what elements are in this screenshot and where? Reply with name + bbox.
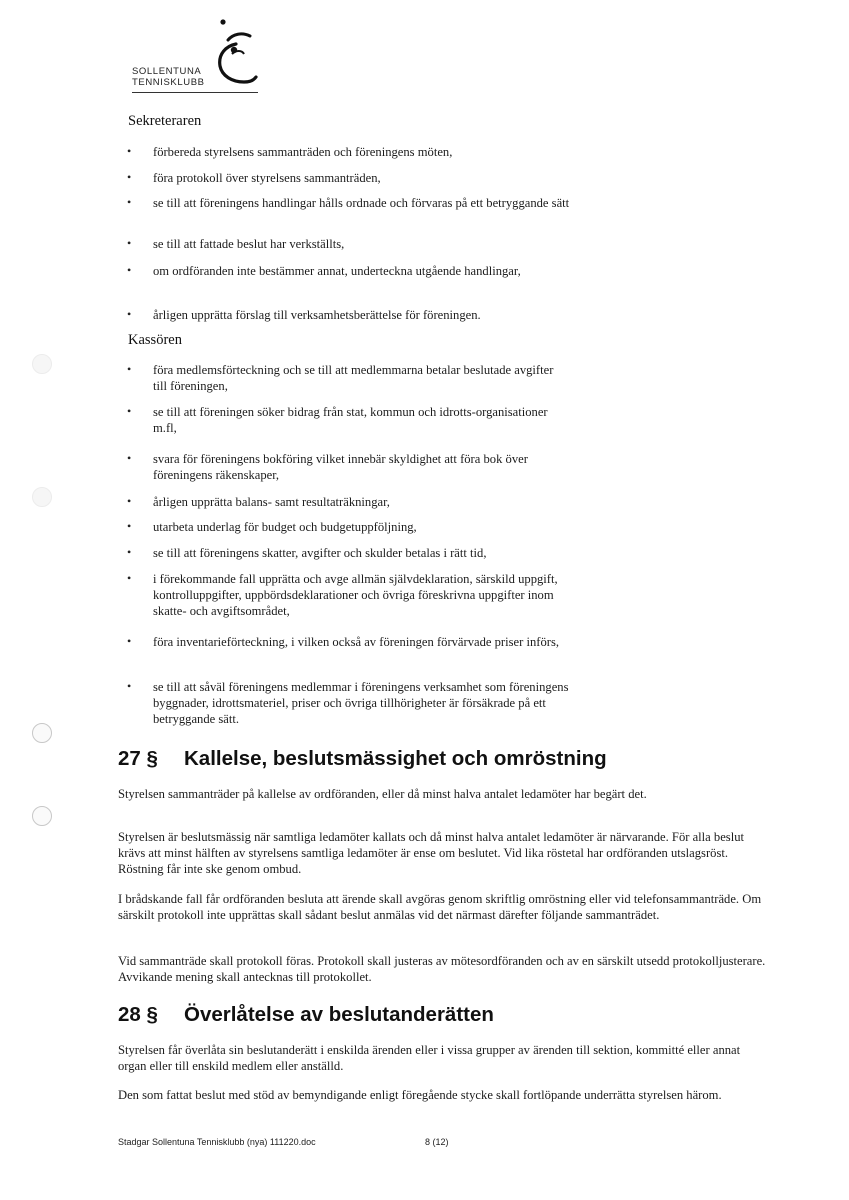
paragraph: Styrelsen får överlåta sin beslutanderätt i enskilda ärenden eller i vissa grupper av ärenden till sektion, kommitté eller annat organ eller till enskild medlem eller anställd.: [118, 1043, 741, 1073]
club-logo: [132, 10, 262, 96]
bullet: •: [127, 545, 132, 559]
section-title: Kallelse, beslutsmässighet och omröstning: [184, 747, 607, 770]
punch-hole: [32, 723, 52, 743]
bullet: •: [127, 144, 132, 158]
treasurer-item: svara för föreningens bokföring vilket innebär skyldighet att föra bok över föreningens räkenskaper,: [153, 452, 528, 482]
treasurer-item: föra inventarieförteckning, i vilken också av föreningen förvärvade priser införs,: [153, 635, 559, 649]
paragraph: Styrelsen sammanträder på kallelse av ordföranden, eller då minst halva antalet ledamöter har begärt det.: [118, 787, 647, 801]
treasurer-heading: Kassören: [128, 332, 182, 348]
bullet: •: [127, 195, 132, 209]
footer-page-number: 8 (12): [425, 1137, 449, 1147]
bullet: •: [127, 571, 132, 585]
logo-underline: [132, 92, 258, 93]
section-title: Överlåtelse av beslutanderätten: [184, 1003, 494, 1026]
secretary-item: se till att föreningens handlingar hålls ordnade och förvaras på ett betryggande sätt: [153, 196, 570, 210]
treasurer-item: i förekommande fall upprätta och avge allmän självdeklaration, särskild uppgift, kontrolluppgifter, uppbördsdeklarationer och övriga föreskrivna uppgifter inom skatte- och avgiftsområdet,: [153, 572, 558, 618]
punch-hole: [32, 354, 52, 374]
bullet: •: [127, 170, 132, 184]
punch-hole: [32, 487, 52, 507]
treasurer-item: se till att föreningens skatter, avgifter och skulder betalas i rätt tid,: [153, 546, 487, 560]
paragraph: Den som fattat beslut med stöd av bemyndigande enligt föregående stycke skall fortlöpande underrätta styrelsen härom.: [118, 1088, 722, 1102]
bullet: •: [127, 634, 132, 648]
paragraph: Vid sammanträde skall protokoll föras. Protokoll skall justeras av mötesordföranden och av en särskilt utsedd protokolljusterare. Avvikande mening skall antecknas till protokollet.: [118, 954, 766, 984]
logo-text: [132, 66, 205, 88]
bullet: •: [127, 404, 132, 418]
secretary-item: årligen upprätta förslag till verksamhetsberättelse för föreningen.: [153, 308, 481, 322]
treasurer-item: se till att föreningen söker bidrag från stat, kommun och idrotts-organisationer m.fl,: [153, 405, 548, 435]
secretary-heading: Sekreteraren: [128, 113, 202, 129]
paragraph: I brådskande fall får ordföranden besluta att ärende skall avgöras genom skriftlig omröstning eller vid telefonsammanträde. Om särskilt protokoll inte upprättas skall sådant beslut anmälas vid det närmast därefter följande sammanträdet.: [118, 892, 762, 922]
section-28-heading: [118, 1003, 494, 1027]
footer-filename: Stadgar Sollentuna Tennisklubb (nya) 111220.doc: [118, 1137, 316, 1147]
bullet: •: [127, 362, 132, 376]
treasurer-item: föra medlemsförteckning och se till att medlemmarna betalar beslutade avgifter till föreningen,: [153, 363, 554, 393]
section-27-heading: [118, 747, 607, 771]
bullet: •: [127, 451, 132, 465]
bullet: •: [127, 494, 132, 508]
punch-hole: [32, 806, 52, 826]
bullet: •: [127, 519, 132, 533]
secretary-item: se till att fattade beslut har verkställts,: [153, 237, 345, 251]
treasurer-item: se till att såväl föreningens medlemmar i föreningens verksamhet som föreningens byggnader, idrottsmateriel, priser och övriga tillhörigheter är försäkrade på ett betryggande sätt.: [153, 680, 569, 726]
section-number: 28 §: [118, 1003, 158, 1026]
secretary-item: förbereda styrelsens sammanträden och föreningens möten,: [153, 145, 453, 159]
logo-line-2: TENNISKLUBB: [132, 77, 205, 88]
treasurer-item: årligen upprätta balans- samt resultaträkningar,: [153, 495, 390, 509]
treasurer-item: utarbeta underlag för budget och budgetuppföljning,: [153, 520, 417, 534]
paragraph: Styrelsen är beslutsmässig när samtliga ledamöter kallats och då minst halva antalet ledamöter är närvarande. För alla beslut krävs att minst hälften av styrelsens samtliga ledamöter är ense om beslutet. Vid lika röstetal har ordföranden utslagsröst. Röstning får inte ske genom ombud.: [118, 830, 744, 876]
secretary-item: föra protokoll över styrelsens sammanträden,: [153, 171, 381, 185]
secretary-item: om ordföranden inte bestämmer annat, underteckna utgående handlingar,: [153, 264, 521, 278]
bullet: •: [127, 679, 132, 693]
bullet: •: [127, 236, 132, 250]
section-number: 27 §: [118, 747, 158, 770]
logo-line-1: SOLLENTUNA: [132, 66, 202, 77]
bullet: •: [127, 307, 132, 321]
bullet: •: [127, 263, 132, 277]
